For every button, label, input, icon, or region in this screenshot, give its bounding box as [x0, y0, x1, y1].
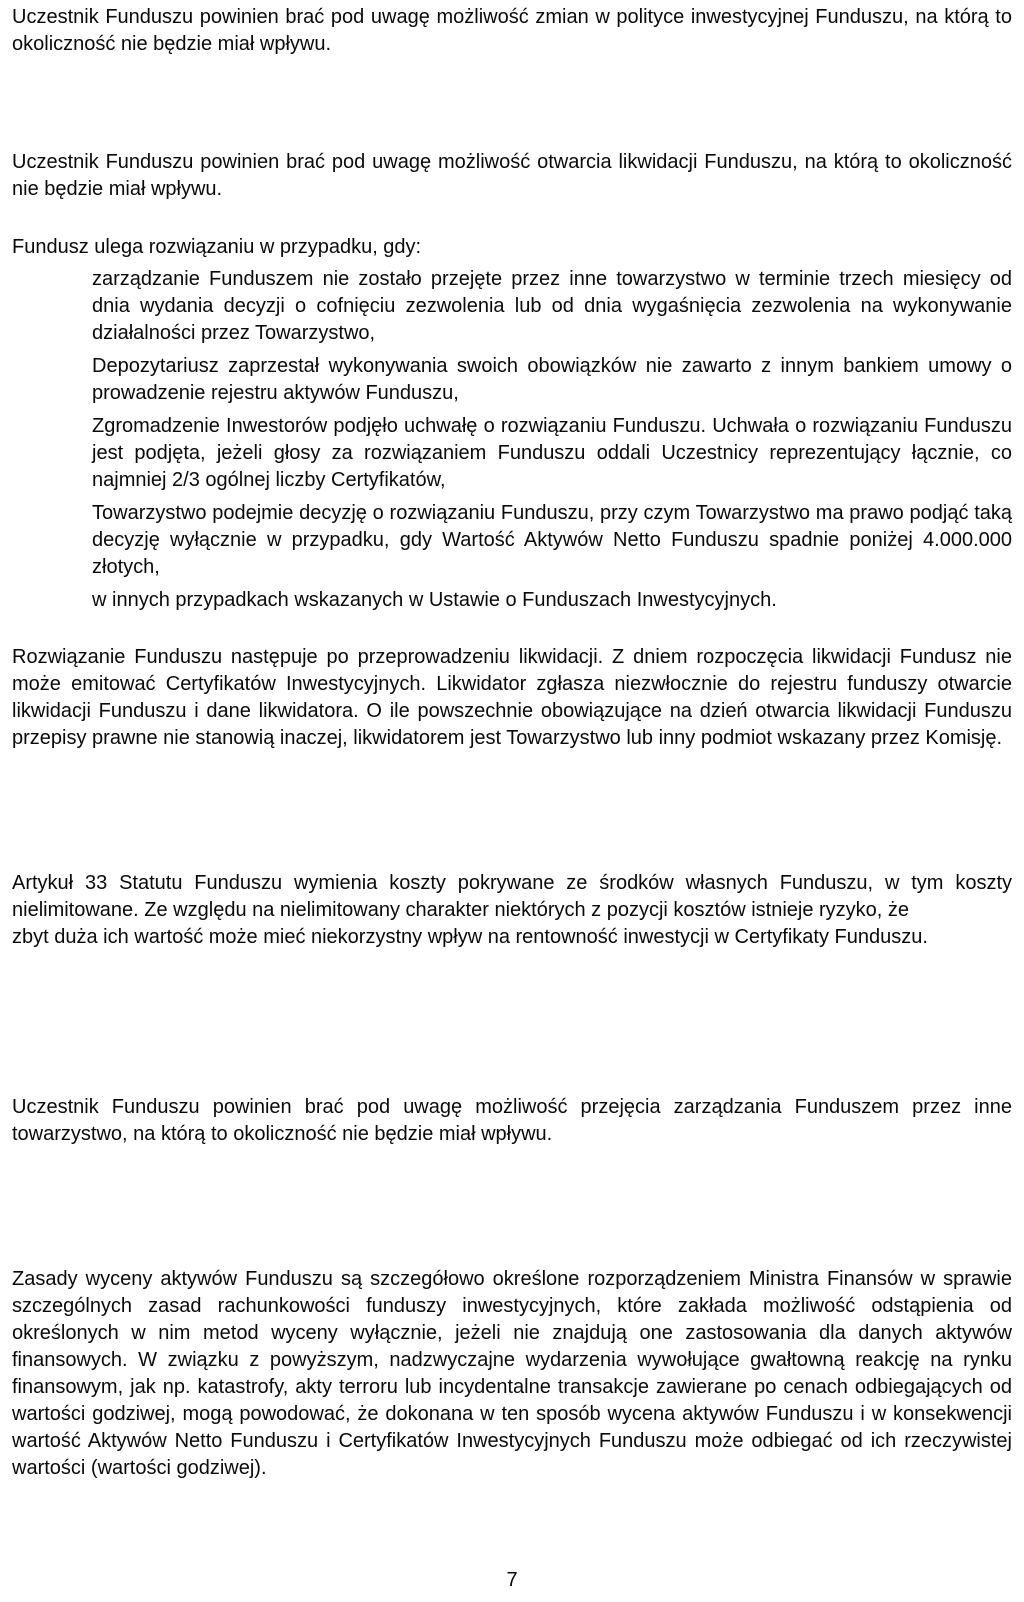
paragraph-costs-risk [12, 870, 1012, 951]
list-item: Zgromadzenie Inwestorów podjęło uchwałę o rozwiązaniu Funduszu. Uchwała o rozwiązaniu Funduszu jest podjęta, jeżeli głosy za rozwiązaniem Funduszu oddali Uczestnicy reprezentujący łącznie, co najmniej 2/3 ogólnej liczby Certyfikatów, [92, 415, 1012, 491]
paragraph-costs-risk-part1: Artykuł 33 Statutu Funduszu wymienia koszty pokrywane ze środków własnych Funduszu, w tym koszty nielimitowane. Ze względu na nielimitowany charakter niektórych z pozycji kosztów istnieje ryzyko, że [12, 872, 1012, 921]
paragraph-valuation-risk: Zasady wyceny aktywów Funduszu są szczegółowo określone rozporządzeniem Ministra Finansów w sprawie szczególnych zasad rachunkowości funduszy inwestycyjnych, które zakłada możliwość odstąpienia od określonych w nim metod wyceny wyłącznie, jeżeli nie znajdują one zastosowania dla danych aktywów finansowych. W związku z powyższym, nadzwyczajne wydarzenia wywołujące gwałtowną reakcję na rynku finansowym, jak np. katastrofy, akty terroru lub incydentalne transakcje zawierane po cenach odbiegających od wartości godziwej, mogą powodować, że dokonana w ten sposób wycena aktywów Funduszu i w konsekwencji wartość Aktywów Netto Funduszu i Certyfikatów Inwestycyjnych Funduszu może odbiegać od ich rzeczywistej wartości (wartości godziwej). [12, 1268, 1012, 1479]
dissolution-conditions-list [92, 266, 1012, 620]
page-number: 7 [506, 1569, 518, 1591]
paragraph-costs-risk-part2: zbyt duża ich wartość może mieć niekorzystny wpływ na rentowność inwestycji w Certyfikaty Funduszu. [12, 926, 928, 948]
list-item: Depozytariusz zaprzestał wykonywania swoich obowiązków nie zawarto z innym bankiem umowy o prowadzenie rejestru aktywów Funduszu, [92, 355, 1012, 404]
paragraph-policy-change-risk: Uczestnik Funduszu powinien brać pod uwagę możliwość zmian w polityce inwestycyjnej Funduszu, na którą to okoliczność nie będzie miał wpływu. [12, 6, 1012, 55]
paragraph-management-takeover-risk: Uczestnik Funduszu powinien brać pod uwagę możliwość przejęcia zarządzania Funduszem przez inne towarzystwo, na którą to okoliczność nie będzie miał wpływu. [12, 1096, 1012, 1145]
paragraph-dissolution-intro: Fundusz ulega rozwiązaniu w przypadku, gdy: [12, 236, 422, 258]
list-item: zarządzanie Funduszem nie zostało przejęte przez inne towarzystwo w terminie trzech miesięcy od dnia wydania decyzji o cofnięciu zezwolenia lub od dnia wygaśnięcia zezwolenia na wykonywanie działalności przez Towarzystwo, [92, 268, 1012, 344]
list-item: w innych przypadkach wskazanych w Ustawie o Funduszach Inwestycyjnych. [92, 589, 777, 611]
paragraph-liquidation-risk: Uczestnik Funduszu powinien brać pod uwagę możliwość otwarcia likwidacji Funduszu, na którą to okoliczność nie będzie miał wpływu. [12, 151, 1012, 200]
paragraph-dissolution-procedure: Rozwiązanie Funduszu następuje po przeprowadzeniu likwidacji. Z dniem rozpoczęcia likwidacji Fundusz nie może emitować Certyfikatów Inwestycyjnych. Likwidator zgłasza niezwłocznie do rejestru funduszy otwarcie likwidacji Funduszu i dane likwidatora. O ile powszechnie obowiązujące na dzień otwarcia likwidacji Funduszu przepisy prawne nie stanowią inaczej, likwidatorem jest Towarzystwo lub inny podmiot wskazany przez Komisję. [12, 646, 1012, 749]
list-item: Towarzystwo podejmie decyzję o rozwiązaniu Funduszu, przy czym Towarzystwo ma prawo podjąć taką decyzję wyłącznie w przypadku, gdy Wartość Aktywów Netto Funduszu spadnie poniżej 4.000.000 złotych, [92, 502, 1012, 578]
